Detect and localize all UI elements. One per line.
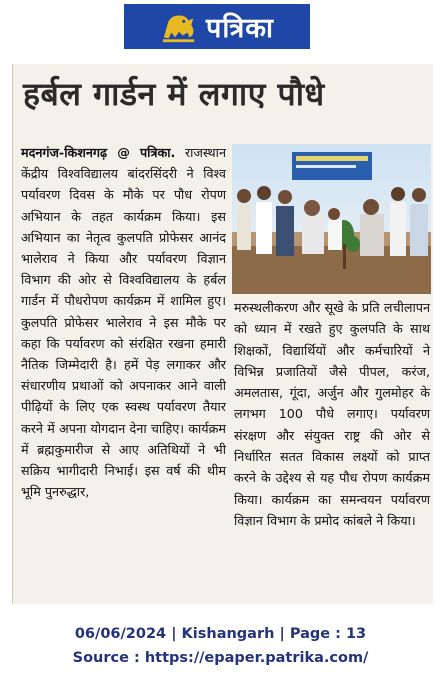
article-left-column: [21, 142, 226, 502]
left-body-text: राजस्थान केंद्रीय विश्वविद्यालय बांदरसिंदरी ने विश्व पर्यावरण दिवस के मौके पर पौध रोपण अभियान के तहत कार्यक्रम किया। इस अभियान का नेतृत्व कुलपति प्रोफेसर आनंद भालेराव ने किया और पर्यावरण विज्ञान विभाग की ओर से विश्वविद्यालय के हर्बल गार्डन में पौधरोपण कार्यक्रम में शामिल हुए। कुलपति प्रोफेसर भालेराव ने इस मौके पर कहा कि पर्यावरण को संरक्षित रखना हमारी नैतिक जिम्मेदारी है। हमें पेड़ लगाकर और संधारणीय प्रथाओं को अपनाकर आने वाली पीढ़ियों के लिए एक स्वस्थ पर्यावरण तैयार करने में अपना योगदान देना चाहिए। कार्यक्रम में ब्रह्मकुमारीज से आए अतिथियों ने भी सक्रिय भागीदारी निभाई। इस वर्ष की थीम भूमि पुनरुद्धार,: [21, 145, 226, 500]
article-headline: हर्बल गार्डन में लगाए पौधे: [23, 75, 325, 113]
brand-name: पत्रिका: [206, 13, 274, 44]
tree-planting-photo: [232, 144, 431, 294]
article-right-column: मरुस्थलीकरण और सूखे के प्रति लचीलापन को ध्यान में रखते हुए कुलपति के साथ शिक्षकों, विद्यार्थियों और कर्मचारियों ने विभिन्न प्रजातियों जैसे पीपल, करंज, अमलतास, गूंदा, अर्जुन और गुलमोहर के लगभग 100 पौधे लगाए। पर्यावरण संरक्षण और संयुक्त राष्ट्र की ओर से निर्धारित सतत विकास लक्ष्यों को प्राप्त करने के उद्देश्य से यह पौध रोपण कार्यक्रम किया। कार्यक्रम का समन्वयन पर्यावरण विज्ञान विभाग के प्रमोद कांबले ने किया।: [234, 300, 430, 528]
dateline: मदनगंज-किशनगढ़ @ पत्रिका.: [21, 145, 176, 160]
masthead-logo: [124, 4, 310, 49]
footer-source: Source : https://epaper.patrika.com/: [72, 650, 369, 666]
photo-illustration: [232, 144, 431, 294]
footer-date-edition: 06/06/2024 | Kishangarh | Page : 13: [74, 626, 367, 642]
newspaper-clipping: [12, 64, 433, 604]
lion-logo-icon: [160, 9, 198, 45]
